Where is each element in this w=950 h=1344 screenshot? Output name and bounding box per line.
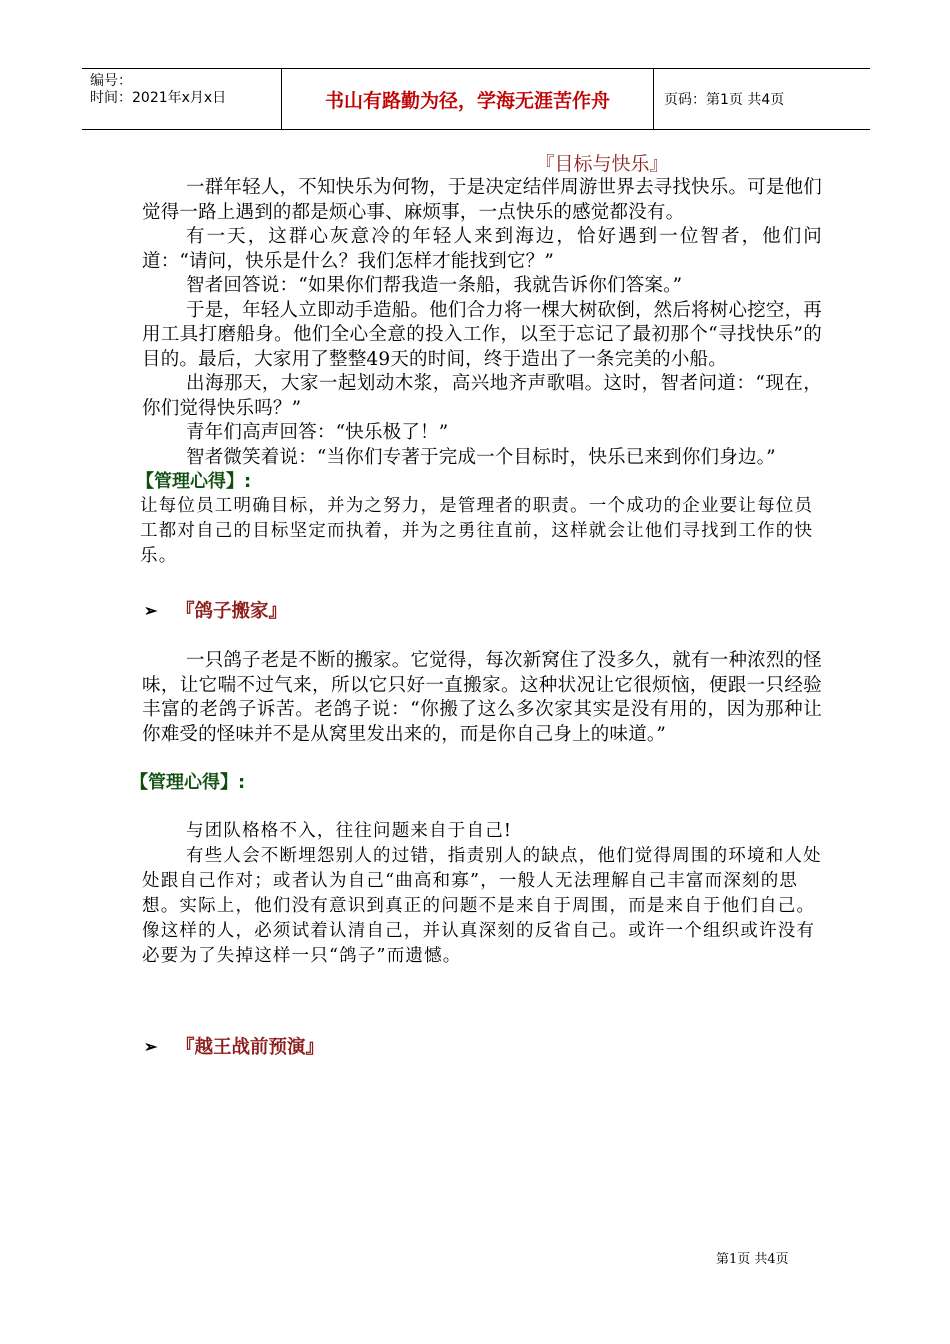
story1-paragraph: 青年们高声回答：“快乐极了！” (186, 422, 449, 443)
story2-insight-label: 【管理心得】: (130, 772, 246, 793)
header-page: 页码：第1页 共4页 (664, 92, 785, 108)
story1-title: 『目标与快乐』 (535, 153, 669, 175)
arrow-icon: ➢ (144, 600, 158, 620)
time-label: 时间：2021年x月x日 (90, 90, 227, 106)
footer-page-number: 第1页 共4页 (716, 1252, 789, 1267)
story1-insight: 让每位员工明确目标，并为之努力，是管理者的职责。一个成功的企业要让每位员工都对自己的目标坚定而执着，并为之勇往直前，这样就会让他们寻找到工作的快乐。 (140, 496, 814, 566)
number-label: 编号： (90, 73, 132, 89)
header-motto: 书山有路勤为径，学海无涯苦作舟 (282, 69, 654, 129)
story1-paragraph: 一群年轻人，不知快乐为何物，于是决定结伴周游世界去寻找快乐。可是他们觉得一路上遇到的都是烦心事、麻烦事，一点快乐的感觉都没有。 (142, 177, 822, 223)
story2-insight: 与团队格格不入，往往问题来自于自己! (186, 821, 513, 841)
header-meta (82, 69, 282, 129)
story1-paragraph: 智者回答说：“如果你们帮我造一条船，我就告诉你们答案。” (186, 275, 683, 296)
story1-paragraph: 智者微笑着说：“当你们专著于完成一个目标时，快乐已来到你们身边。” (186, 446, 776, 468)
story2-title: 『鸽子搬家』 (176, 601, 288, 622)
story1-paragraph: 于是，年轻人立即动手造船。他们合力将一棵大树砍倒，然后将树心挖空，再用工具打磨船身。他们全心全意的投入工作，以至于忘记了最初那个“寻找快乐”的目的。最后，大家用了整整49天的时间，终于造出了一条完美的小船。 (142, 299, 822, 370)
story2-insight: 有些人会不断埋怨别人的过错，指责别人的缺点，他们觉得周围的环境和人处处跟自己作对；或者认为自己“曲高和寡”，一般人无法理解自己丰富而深刻的思想。实际上，他们没有意识到真正的问题不是来自于周围，而是来自于他们自己。像这样的人，必须试着认清自己，并认真深刻的反省自己。或许一个组织或许没有必要为了失掉这样一只“鸽子”而遗憾。 (142, 846, 822, 966)
story3-heading (144, 1033, 822, 1059)
story1-paragraph: 出海那天，大家一起划动木浆，高兴地齐声歌唱。这时，智者问道：“现在，你们觉得快乐吗？” (142, 373, 822, 419)
story1-insight-label: 【管理心得】: (136, 471, 252, 492)
story2-paragraph: 一只鸽子老是不断的搬家。它觉得，每次新窝住了没多久，就有一种浓烈的怪味，让它喘不过气来，所以它只好一直搬家。这种状况让它很烦恼，便跟一只经验丰富的老鸽子诉苦。老鸽子说：“你搬了这么多次家其实是没有用的，因为那种让你难受的怪味并不是从窝里发出来的，而是你自己身上的味道。” (142, 650, 822, 745)
story1-paragraph: 有一天，这群心灰意冷的年轻人来到海边，恰好遇到一位智者，他们问道：“请问，快乐是什么？我们怎样才能找到它？” (142, 226, 822, 272)
story2-heading (144, 597, 822, 623)
story3-title: 『越王战前预演』 (176, 1037, 325, 1058)
arrow-icon: ➢ (144, 1036, 158, 1056)
header-table (82, 68, 870, 130)
document-body (130, 152, 822, 1059)
